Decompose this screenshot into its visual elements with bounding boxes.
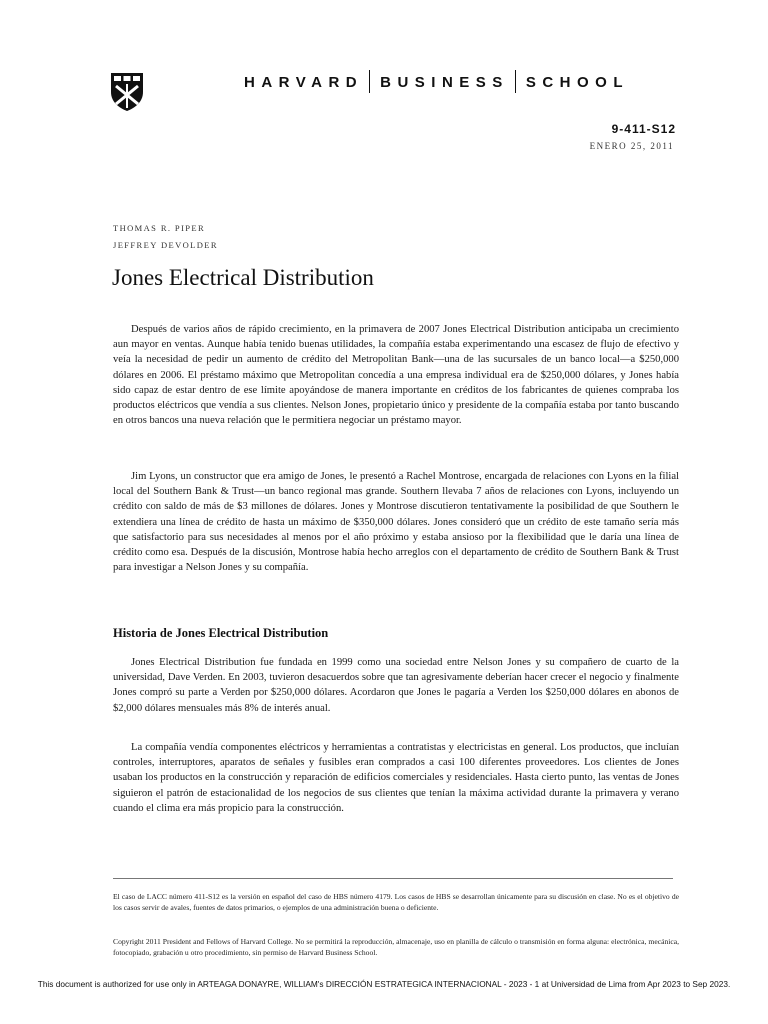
body-paragraph: Jones Electrical Distribution fue fundada en 1999 como una sociedad entre Nelson Jones y su compañero de cuarto de la universidad, Dave Verden. En 2003, tuvieron desacuerdos sobre que tan agresivamente deberían hacer crecer el negocio y finalmente Jones compró su parte a Verden por $250,000 dólares. Acordaron que Jones le pagaría a Verden los $250,000 dólares en abonos de $2,000 dólares mensuales más 8% de interés anual. (113, 657, 679, 714)
title-separator (515, 70, 516, 93)
institution-word-business: BUSINESS (380, 74, 509, 91)
title-separator (369, 70, 370, 93)
harvard-shield-icon (110, 72, 144, 112)
document-title: Jones Electrical Distribution (112, 265, 374, 290)
case-number: 9-411-S12 (611, 122, 676, 136)
footnote-copyright: Copyright 2011 President and Fellows of Harvard College. No se permitirá la reproducción, almacenaje, uso en planilla de cálculo o transmisión en forma alguna: electrónica, mecánica, fotocopiado, grabación u otro procedimiento, sin permiso de Harvard Business School. (113, 937, 679, 957)
institution-word-harvard: HARVARD (244, 74, 364, 91)
author-name: THOMAS R. PIPER (113, 223, 206, 233)
case-date: ENERO 25, 2011 (589, 141, 674, 151)
institution-word-school: SCHOOL (525, 74, 629, 91)
body-paragraph: La compañía vendía componentes eléctricos y herramientas a contratistas y electricistas en general. Los productos, que incluían controles, interruptores, aparatos de señales y fusibles eran comprados a casi 100 diferentes proveedores. Los clientes de Jones usaban los productos en la construcción y reparación de edificios comerciales y residenciales. Hasta cierto punto, las ventas de Jones siguieron el patrón de estacionalidad de los negocios de sus clientes que tenían la máxima actividad durante la primavera y verano cuando el clima era más propicio para la construcción. (113, 742, 679, 814)
footnote-divider (113, 878, 673, 879)
body-paragraph: Jim Lyons, un constructor que era amigo de Jones, le presentó a Rachel Montrose, encargada de relaciones con Lyons en la filial local del Southern Bank & Trust—un banco regional mas grande. Southern llevaba 7 años de relaciones con Lyons, incluyendo un crédito con saldo de más de $3 millones de dólares. Jones y Montrose discutieron tentativamente la posibilidad de que Southern le extendiera una línea de crédito de hasta un máximo de $350,000 dólares. Jones consideró que un crédito de este tamaño sería más que satisfactorio para sus necesidades al menos por el año próximo y estaba ansioso por la flexibilidad que le daría una línea de crédito como esa. Después de la discusión, Montrose había hecho arreglos con el departamento de crédito de Southern Bank & Trust para investigar a Nelson Jones y su compañía. (113, 471, 679, 574)
authorization-notice: This document is authorized for use only in ARTEAGA DONAYRE, WILLIAM's DIRECCIÓN ESTRATEGICA INTERNACIONAL - 2023 - 1 at Universidad de Lima from Apr 2023 to Sep 2023. (37, 979, 731, 989)
footnote-case-info: El caso de LACC número 411-S12 es la versión en español del caso de HBS número 4179. Los casos de HBS se desarrollan únicamente para su discusión en clase. No es el objetivo de los casos servir de avales, fuentes de datos primarios, o ejemplos de una administración buena o deficiente. (113, 892, 679, 912)
section-heading: Historia de Jones Electrical Distribution (113, 626, 329, 640)
institution-name (244, 70, 629, 93)
author-name: JEFFREY DEVOLDER (113, 240, 218, 250)
body-paragraph: Después de varios años de rápido crecimiento, en la primavera de 2007 Jones Electrical Distribution anticipaba un crecimiento aun mayor en ventas. Aunque había tenido buenas utilidades, la compañía estaba experimentando una escasez de flujo de efectivo y veía la necesidad de pedir un aumento de crédito del Metropolitan Bank—una de las sucursales de un banco local—a $250,000 dólares en 2006. El préstamo máximo que Metropolitan concedía a una empresa individual era de $250,000 dólares, y Jones había sido capaz de estar dentro de ese límite apoyándose de manera importante en créditos de los fabricantes de quienes compraba los productos eléctricos que vendía a sus clientes. Nelson Jones, propietario único y presidente de la compañía estaba por tanto buscando en otros bancos una nueva relación que le permitiera negociar un préstamo mayor. (113, 324, 679, 427)
